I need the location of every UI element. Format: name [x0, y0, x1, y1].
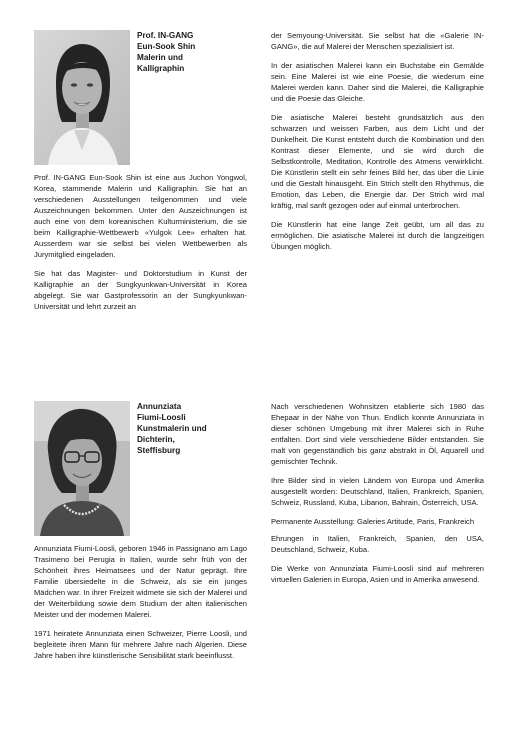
heading-line: Kalligraphin: [137, 64, 185, 73]
heading-line: Fiumi-Loosli: [137, 413, 186, 422]
bio-column-left-fiumi-loosli: [34, 543, 247, 669]
paragraph: Permanente Ausstellung: Galeries Artitude, Paris, Frankreich: [271, 517, 475, 526]
heading-line: Steffisburg: [137, 446, 181, 455]
portrait-photo-shin: [34, 30, 130, 165]
heading-line: Malerin und: [137, 53, 183, 62]
artist-heading-shin: [137, 30, 257, 74]
paragraph: Ihre Bilder sind in vielen Ländern von Europa und Amerika ausgestellt worden: Deutschland, Italien, Frankreich, Spanien, Schweiz, Russland, Kuba, Libanon, Bahrain, Österreich, USA.: [271, 476, 484, 507]
paragraph: Sie hat das Magister- und Doktorstudium in Kunst der Kalligraphie an der Sungkyunkwan-Universität in Korea abgelegt. Sie war Gastprofessorin an der Sungkyunkwan-Universität und lehrt zurzeit an: [34, 269, 247, 311]
heading-line: Eun-Sook Shin: [137, 42, 196, 51]
bio-column-right-fiumi-loosli: [271, 401, 484, 593]
heading-line: Dichterin,: [137, 435, 175, 444]
paragraph: Die Künstlerin hat eine lange Zeit geübt, um all das zu ermöglichen. Die asiatische Malerei ist durch die langzeitigen Übungen möglich.: [271, 220, 484, 251]
portrait-photo-fiumi-loosli: [34, 401, 130, 536]
paragraph: Ehrungen in Italien, Frankreich, Spanien, den USA, Deutschland, Schweiz, Kuba.: [271, 534, 484, 554]
paragraph: Prof. IN-GANG Eun-Sook Shin ist eine aus Juchon Yongwol, Korea, stammende Malerin und Kalligraphin. Sie hat an verschiedenen Ausstellungen teilgenommen und viele Auszeichnungen bekommen. Unter den Auszeichnungen ist auch eine von dem koreanischen Kulturministerium, die sie beim Kalligraphie-Wettbewerb «Yulgok Lee» erhalten hat. Ausserdem war sie selbst bei vielen Wettbewerben als Jurymitglied eingeladen.: [34, 173, 247, 259]
bio-column-right-shin: [271, 30, 484, 260]
paragraph: der Semyoung-Universität. Sie selbst hat die «Galerie IN-GANG», die auf Malerei der Menschen spezialisiert ist.: [271, 31, 484, 51]
bio-column-left-shin: [34, 172, 247, 320]
heading-line: Annunziata: [137, 402, 182, 411]
heading-line: Kunstmalerin und: [137, 424, 207, 433]
paragraph: In der asiatischen Malerei kann ein Buchstabe ein Gemälde sein. Eine Malerei ist wie eine Poesie, die wiederum eine Malerei werden kann. Daher sind die Malerei, die Kalligraphie und die Poesie das Gleiche.: [271, 61, 484, 103]
paragraph: Annunziata Fiumi-Loosli, geboren 1946 in Passignano am Lago Trasimeno bei Perugia in Italien, wurde sehr früh von der Schönheit ihres Heimatsees und der Natur geprägt. Ihre Familie übersiedelte in die Schweiz, als sie ein junges Mädchen war. In ihrer Freizeit widmete sie sich der Malerei und der Weiterbildung sowie dem Studium der alten italienischen Meister und der modernen Malerei.: [34, 544, 247, 619]
paragraph: Die asiatische Malerei besteht grundsätzlich aus den schwarzen und weissen Farben, aus dem Licht und der Dunkelheit. Die Kunst entsteht durch die Kombination und den Kontrast dieser Elemente, und sie wird durch die Selbstkontrolle, Meditation, Kontrolle des Atmens verwirklicht. Die Künstlerin stellt ein sehr feines Bild her, das über die Linie und die Gestalt hinausgeht. Ein Strich stellt den Rhythmus, die Emotion, das Leben, die Energie dar. Der Strich wird mal kräftig, mal sanft gezogen oder auf einmal unterbrochen.: [271, 113, 484, 210]
paragraph: Die Werke von Annunziata Fiumi-Loosli sind auf mehreren virtuellen Galerien in Europa, Asien und in Amerika anwesend.: [271, 564, 484, 584]
heading-line: Prof. IN-GANG: [137, 31, 194, 40]
paragraph: Nach verschiedenen Wohnsitzen etablierte sich 1980 das Ehepaar in der Nähe von Thun. Endlich konnte Annunziata in dieser schönen Umgebung mit ihrer Malerei sich in Ruhe entfalten. Dort sind viele verschiedene Bilder entstanden. Sie malt von gegenständlich bis ganz abstrakt in Öl, Aquarell und gemischter Technik.: [271, 402, 484, 466]
artist-heading-fiumi-loosli: [137, 401, 257, 456]
paragraph: 1971 heiratete Annunziata einen Schweizer, Pierre Loosli, und begleitete ihren Mann für mehrere Jahre nach Algerien. Diese Jahre haben ihre künstlerische Sensibilität stark beeinflusst.: [34, 629, 247, 660]
